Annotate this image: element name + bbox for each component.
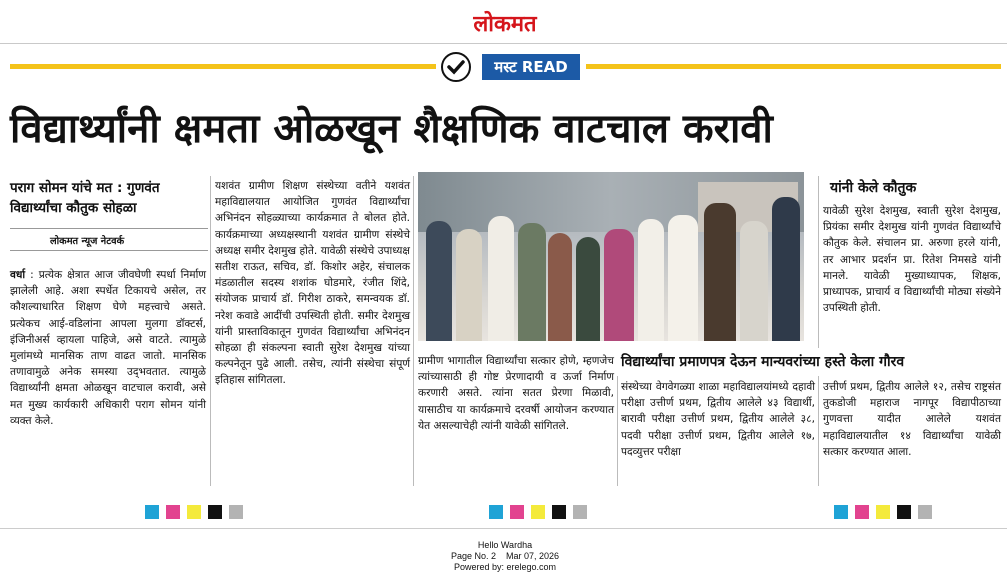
color-swatches-right [834,504,939,518]
left-body-text: : प्रत्येक क्षेत्रात आज जीवघेणी स्पर्धा निर्माण झालेली आहे. अशा स्पर्धेत टिकायचे असेल, तर कौशल्याधारित शिक्षण घेणे महत्त्वाचे असते. प्रत्येकच आई-वडिलांना आपला मुलगा डॉक्टर्स, इंजिनीअर्स व्हायला पाहिजे, असे वाटते. त्यामुळे मुलांमध्ये मानसिक ताण वाढत जातो. मानसिक तणावामुळे अनेक समस्या उद्‌भवतात. त्यामुळे विद्यार्थ्यांनी क्षमता ओळखून वाटचाल करावी, असे मत मुख्य कार्यकारी अधिकारी पराग सोमन यांनी व्यक्त केले. [10,269,206,427]
photo-caption: ग्रामीण भागातील विद्यार्थ्यांचा सत्कार होणे, म्हणजेच त्यांच्यासाठी ही गोष्ट प्रेरणादायी व ऊर्जा निर्माण करणारी असते. त्यांना सतत प्रेरणा मिळावी, यासाठीच या कार्यक्रमाचे दरवर्षी आयोजन करण्यात येत असल्याचेही त्यांनी यावेळी सांगितले. [418,355,614,432]
magenta-swatch [855,505,869,519]
masthead-divider [0,43,1007,44]
column-divider [210,176,211,486]
color-swatches-left [145,504,250,518]
column-divider [818,376,819,486]
must-read-badge: मस्ट READ [482,54,580,80]
gray-swatch [229,505,243,519]
column-divider [617,376,618,486]
bottom-subhead: विद्यार्थ्यांचा प्रमाणपत्र देऊन मान्यवरांच्या हस्ते केला गौरव [621,354,905,370]
gray-swatch [918,505,932,519]
column-divider [818,176,819,348]
black-swatch [897,505,911,519]
page-footer [405,540,605,573]
magenta-swatch [166,505,180,519]
title-divider [10,228,208,229]
right-subhead: यांनी केले कौतुक [830,180,917,196]
byline-divider [10,250,208,251]
footer-powered-by[interactable]: Powered by: erelego.com [453,562,557,572]
column-divider [413,176,414,486]
footer-edition: Hello Wardha [477,540,533,550]
footer-page-date: Page No. 2 Mar 07, 2026 [450,551,560,561]
checkmark-icon [441,52,471,82]
right-article-body: यावेळी सुरेश देशमुख, स्वाती सुरेश देशमुख, प्रियंका समीर देशमुख यांनी गुणवंत विद्यार्थ्यांचे कौतुक केले. संचालन प्रा. अरुणा हरले यांनी, तर आभार प्रदर्शन प्रा. रितेश निमसडे यांनी मानले. यावेळी मुख्याध्यापक, शिक्षक, प्राध्यापक, प्राचार्य व विद्यार्थ्यांची मोठ्या संख्येने उपस्थिती होती. [823,205,1001,315]
event-photo [418,172,804,341]
cyan-swatch [834,505,848,519]
yellow-rule-right [586,64,1001,69]
middle-article-body: यशवंत ग्रामीण शिक्षण संस्थेच्या वतीने यशवंत महाविद्यालयात आयोजित गुणवंत विद्यार्थ्यांचा अभिनंदन सोहळ्याच्या कार्यक्रमात ते बोलत होते. कार्यक्रमाच्या अध्यक्षस्थानी यशवंत ग्रामीण संस्थेचे अध्यक्ष समीर देशमुख होते. यावेळी संस्थेचे उपाध्यक्ष सतीश राऊत, सचिव, डॉ. किशोर अहेर, संचालक मंडळातील सदस्य शशांक घोडमारे, रंजीत शिंदे, संयोजक प्राचार्य डॉ. गिरीश ठाकरे, समन्वयक डॉ. नरेश कवाडे आदींची उपस्थिती होती. समीर देशमुख यांनी प्रास्ताविकातून गुणवंत विद्यार्थ्यांचा अभिनंदन सोहळा ही संकल्पना स्वाती सुरेश देशमुख यांच्या कल्पनेतून पुढे आली. तसेच, त्यांनी संस्थेचा संपूर्ण इतिहास सांगितला. [215,180,410,387]
newspaper-logo: लोकमत [473,12,537,37]
yellow-swatch [876,505,890,519]
magenta-swatch [510,505,524,519]
bottom-body-right: उत्तीर्ण प्रथम, द्वितीय आलेले १२, तसेच राष्ट्रसंत तुकडोजी महाराज नागपूर विद्यापीठाच्या गुणवत्ता यादीत आलेले यशवंत महाविद्यालयातील १४ विद्यार्थ्यांचा यावेळी सत्कार करण्यात आला. [823,381,1001,458]
black-swatch [208,505,222,519]
bottom-body-left: संस्थेच्या वेगवेगळ्या शाळा महाविद्यालयांमध्ये दहावी परीक्षा उत्तीर्ण प्रथम, द्वितीय आलेले ४३ विद्यार्थी, बारावी परीक्षा उत्तीर्ण प्रथम, द्वितीय आलेले ३८, पदवी परीक्षा उत्तीर्ण प्रथम, द्वितीय आलेले १७, पदव्युत्तर परीक्षा [621,381,815,458]
yellow-rule-left [10,64,436,69]
byline: लोकमत न्यूज नेटवर्क [50,236,125,247]
yellow-swatch [187,505,201,519]
left-article-title: पराग सोमन यांचे मत : गुणवंत विद्यार्थ्यांचा कौतुक सोहळा [10,180,160,216]
dateline: वर्धा [10,269,26,281]
black-swatch [552,505,566,519]
left-article-body [10,267,206,429]
color-swatches-middle [489,504,594,518]
footer-divider [0,528,1007,529]
page-headline: विद्यार्थ्यांनी क्षमता ओळखून शैक्षणिक वाटचाल करावी [10,106,773,152]
masthead [0,0,1007,42]
cyan-swatch [489,505,503,519]
cyan-swatch [145,505,159,519]
yellow-swatch [531,505,545,519]
gray-swatch [573,505,587,519]
